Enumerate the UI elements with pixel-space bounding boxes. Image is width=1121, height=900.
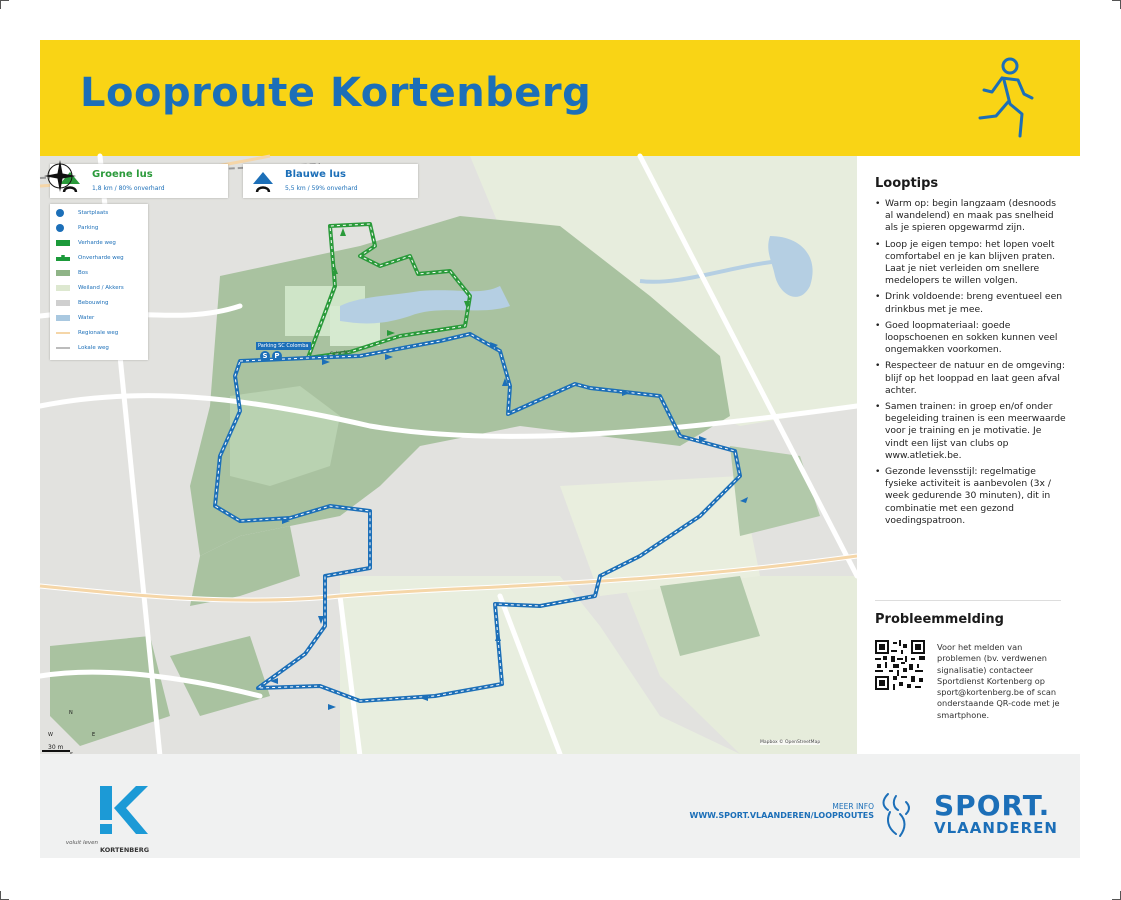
tips-list xyxy=(875,198,1067,531)
tip-item: • Gezonde levensstijl: regelmatige fysieke activiteit is aanbevolen (3x / week gedurende 30 minuten), dit in combinatie met een gezond voedingspatroon. xyxy=(875,466,1067,527)
tip-item: • Respecteer de natuur en de omgeving: blijf op het looppad en laat geen afval achter. xyxy=(875,360,1067,397)
brand-line2: VLAANDEREN xyxy=(934,819,1058,837)
crop-mark xyxy=(0,0,9,9)
scale-label: 30 m xyxy=(48,744,64,751)
compass-n: N xyxy=(69,710,73,716)
header xyxy=(40,40,1080,156)
blue-loop-icon xyxy=(251,171,275,193)
flemish-lion-icon xyxy=(878,792,914,838)
legend-item: Parking xyxy=(56,223,98,233)
loop-name: Blauwe lus xyxy=(285,169,346,180)
road-label: Colomba xyxy=(329,349,351,358)
tips-title: Looptips xyxy=(875,176,939,191)
start-marker[interactable] xyxy=(256,342,308,364)
kortenberg-logo xyxy=(96,786,148,838)
start-icon xyxy=(56,209,64,217)
loop-meta: 5,5 km / 59% onverhard xyxy=(285,185,358,192)
start-icon: S xyxy=(260,351,270,361)
loop-card-blue[interactable] xyxy=(243,164,418,198)
legend-item: Regionale weg xyxy=(56,328,118,338)
compass-icon xyxy=(40,156,80,196)
loop-meta: 1,8 km / 80% onverhard xyxy=(92,185,165,192)
legend-item: Startplaats xyxy=(56,208,108,218)
crop-mark xyxy=(0,891,9,900)
footer xyxy=(40,754,1080,858)
start-label: Parking SC Colomba xyxy=(258,343,309,349)
runner-icon xyxy=(974,56,1038,142)
legend-item: Bos xyxy=(56,268,88,278)
legend-item: Bebouwing xyxy=(56,298,109,308)
sport-vlaanderen-logo xyxy=(934,789,1058,837)
compass-w: W xyxy=(48,732,53,738)
tip-item: • Warm op: begin langzaam (desnoods al wandelend) en maak pas snelheid als je spieren opgewarmd zijn. xyxy=(875,198,1067,235)
compass-e: E xyxy=(92,732,96,738)
route-map[interactable] xyxy=(40,156,857,754)
more-info[interactable] xyxy=(690,802,875,820)
loop-name: Groene lus xyxy=(92,169,153,180)
report-text: Voor het melden van problemen (bv. verdwenen signalisatie) contacteer Sportdienst Kortenberg op sport@kortenberg.be of scan onderstaande QR-code met je smartphone. xyxy=(937,642,1060,720)
report-title: Probleemmelding xyxy=(875,612,1004,627)
legend-item: Weiland / Akkers xyxy=(56,283,124,293)
municipality-slogan: voluit leven xyxy=(65,840,98,846)
crop-mark xyxy=(1112,0,1121,9)
parking-icon: P xyxy=(272,351,282,361)
qr-code-icon[interactable] xyxy=(875,640,925,690)
legend-item: Verharde weg xyxy=(56,238,116,248)
map-legend xyxy=(50,204,148,360)
brand-line1: SPORT. xyxy=(934,789,1051,822)
municipality-name: KORTENBERG xyxy=(100,846,150,854)
poster xyxy=(40,40,1080,858)
map-attribution: Mapbox © OpenStreetMap xyxy=(760,740,821,745)
divider xyxy=(875,600,1061,601)
tip-item: • Loop je eigen tempo: het lopen voelt comfortabel en je kan blijven praten. Laat je niet verleiden om snellere medelopers te willen volgen. xyxy=(875,239,1067,288)
tip-item: • Samen trainen: in groep en/of onder begeleiding trainen is een meerwaarde voor je training en je motivatie. Je vindt een lijst van clubs op www.atletiek.be. xyxy=(875,401,1067,462)
legend-item: Onverharde weg xyxy=(56,253,124,263)
tip-item: • Drink voldoende: breng eventueel een drinkbus met je mee. xyxy=(875,291,1067,315)
map-canvas xyxy=(40,156,857,754)
more-info-label: MEER INFO xyxy=(832,802,874,811)
tip-item: • Goed loopmateriaal: goede loopschoenen en sokken kunnen veel ongemakken voorkomen. xyxy=(875,320,1067,357)
more-info-url[interactable]: WWW.SPORT.VLAANDEREN/LOOPROUTES xyxy=(689,811,874,820)
sidebar xyxy=(857,156,1080,754)
page-title: Looproute Kortenberg xyxy=(80,70,592,116)
legend-item: Lokale weg xyxy=(56,343,109,353)
parking-icon xyxy=(56,224,64,232)
crop-mark xyxy=(1112,891,1121,900)
legend-item: Water xyxy=(56,313,94,323)
